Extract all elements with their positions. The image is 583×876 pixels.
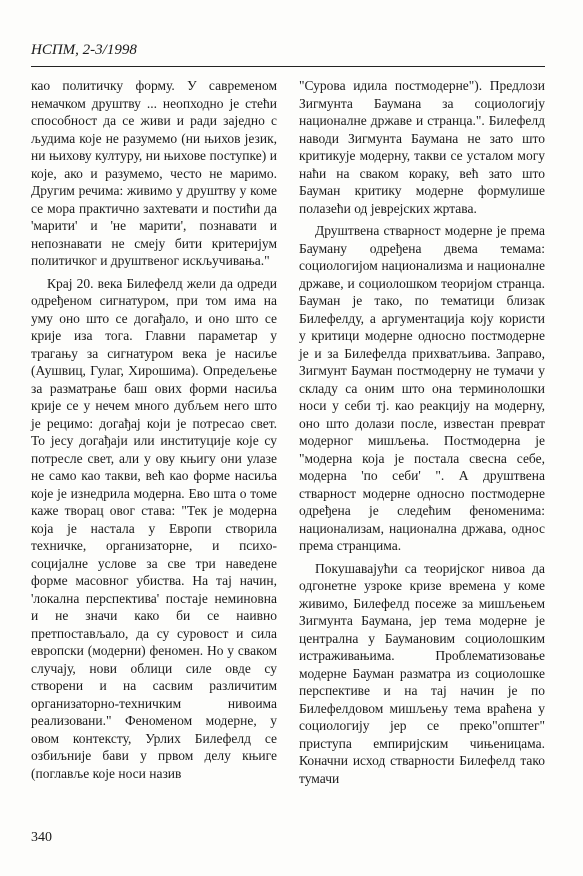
left-paragraph-2: Крај 20. века Билефелд жели да одреди одређеном сигнатуром, при том има на уму оно што се догађало, и оно што се крије иза тога. Главни параметар у трагању за сигнатуром века је насиље (Аушвиц, Гулаг, Хирошима). Опредељење за разматрање баш ових форми насиља крије се у нечем много дубљем него што је рецимо: догађај који је потресао свет. То јесу догађаји или институције које су потресле свет, али у ову књигу они улазе не само као такви, већ као форме насиља које је изнедрила модерна. Ево шта о томе каже творац овог става: "Тек је модерна која је настала у Европи створила техничке, организаторне, и психо-социјалне услове за све три наведене форме масовног убиства. На тај начин, 'локална перспектива' постаје неминовна и не значи како би се наивно претпостављало, да су суровост и сила европски (модерни) феномен. Но у сваком случају, нови облици силе овде су створени и на сасвим различитим организаторно-техничким нивоима реализовани." Феноменом модерне, у овом контексту, Урлих Билефелд се озбиљније бави у првом делу књиге (поглавље које носи назив: [31, 275, 277, 781]
right-paragraph-1: "Сурова идила постмодерне"). Предлози Зигмунта Баумана за социологију националне државе и странца.". Билефелд наводи Зигмунта Баумана не зато што критикује модерну, такви се усталом могу наћи на сваком кораку, већ зато што Бауман критику модерне формулише полазећи од јеврејских жртава.: [299, 78, 545, 216]
right-paragraph-2: Друштвена стварност модерне је према Бауману одређена двема темама: социологијом национализма и националне државе, и социолошком теоријом странца. Бауман је тако, по тематици близак Билефелду, а аргументација коју користи у критици модерне односно постмодерне је и за Билефелда прихватљива. Заправо, Зигмунт Бауман постмодерну не тумачи у складу са оним што она терминолошки носи у себи тј. као реакцију на модерну, оно што долази после, известан преврат модерног мишљења. Постмодерна је "модерна која је постала свесна себе, модерна 'по себи' ". А друштвена стварност модерне односно постмодерне одређена је следећим феноменима: национализам, национална држава, однос према странцима.: [299, 223, 545, 553]
right-column: [299, 77, 545, 792]
left-paragraph-1: као политичку форму. У савременом немачком друштву ... неопходно је стећи способност да се живи и ради заједно с људима које не разумемо (ни њихов језик, ни њихову културу, ни њихове поступке) и које, ако и разумемо, често не маримо. Другим речима: живимо у друштву у коме се мора практично захтевати и постићи да 'марити' и 'не марити', познавати и непознавати не смеју бити критеријум политичког и друштвеног искључивања.": [31, 78, 277, 268]
header-rule: [31, 66, 545, 67]
right-paragraph-3: Покушавајући са теоријског нивоа да одгонетне узроке кризе времена у коме живимо, Билефелд посеже за мишљењем Зигмунта Баумана, јер тема модерне је централна у Баумановим социолошким истраживањима. Проблематизовање модерне Бауман разматра из социолошке перспективе и на тај начин је по Билефелдовом мишљењу тема враћена у социологију јер се преко"општег" приступа емпиријским чињеницама. Коначни исход стварности Билефелд тако тумачи: [299, 560, 545, 786]
left-column: [31, 77, 277, 787]
journal-header: НСПМ, 2-3/1998: [31, 42, 137, 58]
page-number: 340: [31, 830, 52, 845]
